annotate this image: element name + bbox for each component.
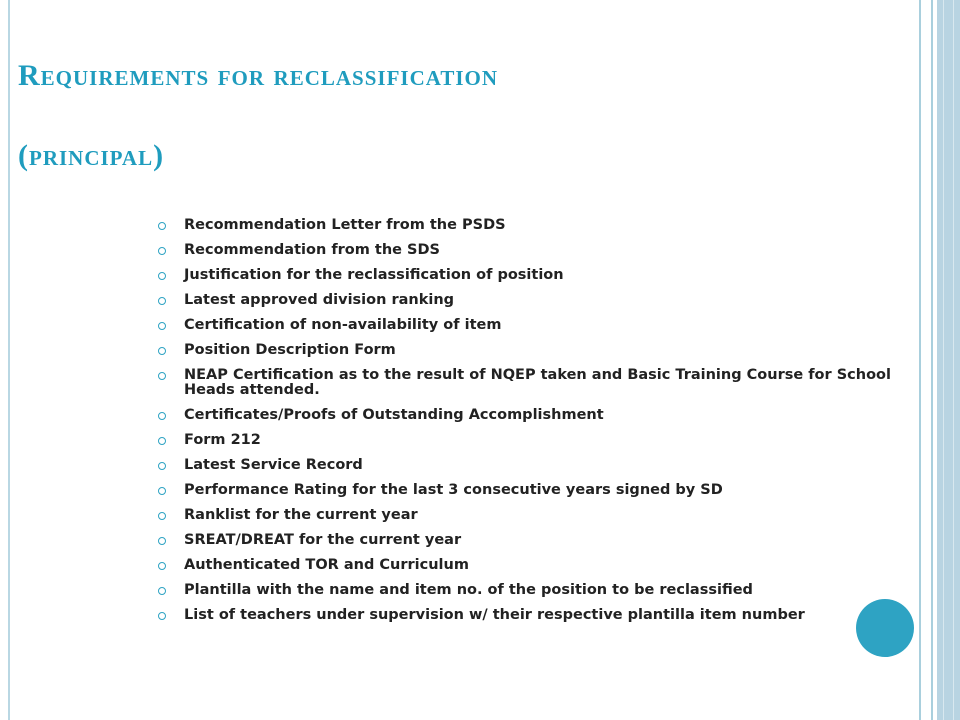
list-item	[158, 408, 898, 423]
circle-bullet-icon	[158, 612, 166, 620]
list-item-text: Authenticated TOR and Curriculum	[184, 557, 469, 573]
circle-bullet-icon	[158, 322, 166, 330]
stripe	[943, 0, 944, 720]
list-item-text: Recommendation from the SDS	[184, 242, 440, 258]
stripe	[937, 0, 960, 720]
circle-bullet-icon	[158, 462, 166, 470]
list-item-text: Plantilla with the name and item no. of the position to be reclassified	[184, 582, 753, 598]
circle-bullet-icon	[158, 437, 166, 445]
stripe	[953, 0, 954, 720]
list-item-text: SREAT/DREAT for the current year	[184, 532, 462, 548]
requirements-list	[158, 218, 898, 633]
list-item	[158, 533, 898, 548]
circle-bullet-icon	[158, 412, 166, 420]
list-item	[158, 343, 898, 358]
circle-bullet-icon	[158, 512, 166, 520]
title-line-2: (principal)	[18, 139, 165, 172]
list-item-text: Position Description Form	[184, 342, 396, 358]
circle-bullet-icon	[158, 247, 166, 255]
list-item	[158, 293, 898, 308]
list-item	[158, 583, 898, 598]
circle-bullet-icon	[158, 487, 166, 495]
circle-bullet-icon	[158, 222, 166, 230]
list-item-text: List of teachers under supervision w/ their respective plantilla item number	[184, 607, 805, 623]
list-item-text: Certificates/Proofs of Outstanding Accomplishment	[184, 407, 604, 423]
stripe	[921, 0, 931, 720]
list-item-text: NEAP Certification as to the result of NQEP taken and Basic Training Course for School Heads attended.	[184, 367, 891, 398]
list-item	[158, 318, 898, 333]
list-item	[158, 558, 898, 573]
slide-title	[18, 58, 878, 174]
list-item-text: Recommendation Letter from the PSDS	[184, 217, 506, 233]
circle-bullet-icon	[158, 297, 166, 305]
list-item-text: Performance Rating for the last 3 consecutive years signed by SD	[184, 482, 723, 498]
list-item	[158, 243, 898, 258]
list-item-text: Latest Service Record	[184, 457, 363, 473]
circle-bullet-icon	[158, 272, 166, 280]
circle-bullet-icon	[158, 587, 166, 595]
list-item	[158, 608, 898, 623]
list-item	[158, 458, 898, 473]
list-item	[158, 218, 898, 233]
circle-bullet-icon	[158, 537, 166, 545]
list-item-text: Latest approved division ranking	[184, 292, 455, 308]
list-item	[158, 268, 898, 283]
left-border-line	[8, 0, 10, 720]
list-item-text: Ranklist for the current year	[184, 507, 418, 523]
list-item	[158, 483, 898, 498]
list-item	[158, 433, 898, 448]
right-decorative-stripes	[919, 0, 960, 720]
list-item-text: Form 212	[184, 432, 261, 448]
title-line-1: Requirements for reclassification	[18, 59, 499, 92]
list-item	[158, 368, 898, 398]
list-item-text: Certification of non-availability of item	[184, 317, 502, 333]
circle-bullet-icon	[158, 347, 166, 355]
list-item	[158, 508, 898, 523]
circle-bullet-icon	[158, 562, 166, 570]
circle-bullet-icon	[158, 372, 166, 380]
list-item-text: Justification for the reclassification of position	[184, 267, 564, 283]
